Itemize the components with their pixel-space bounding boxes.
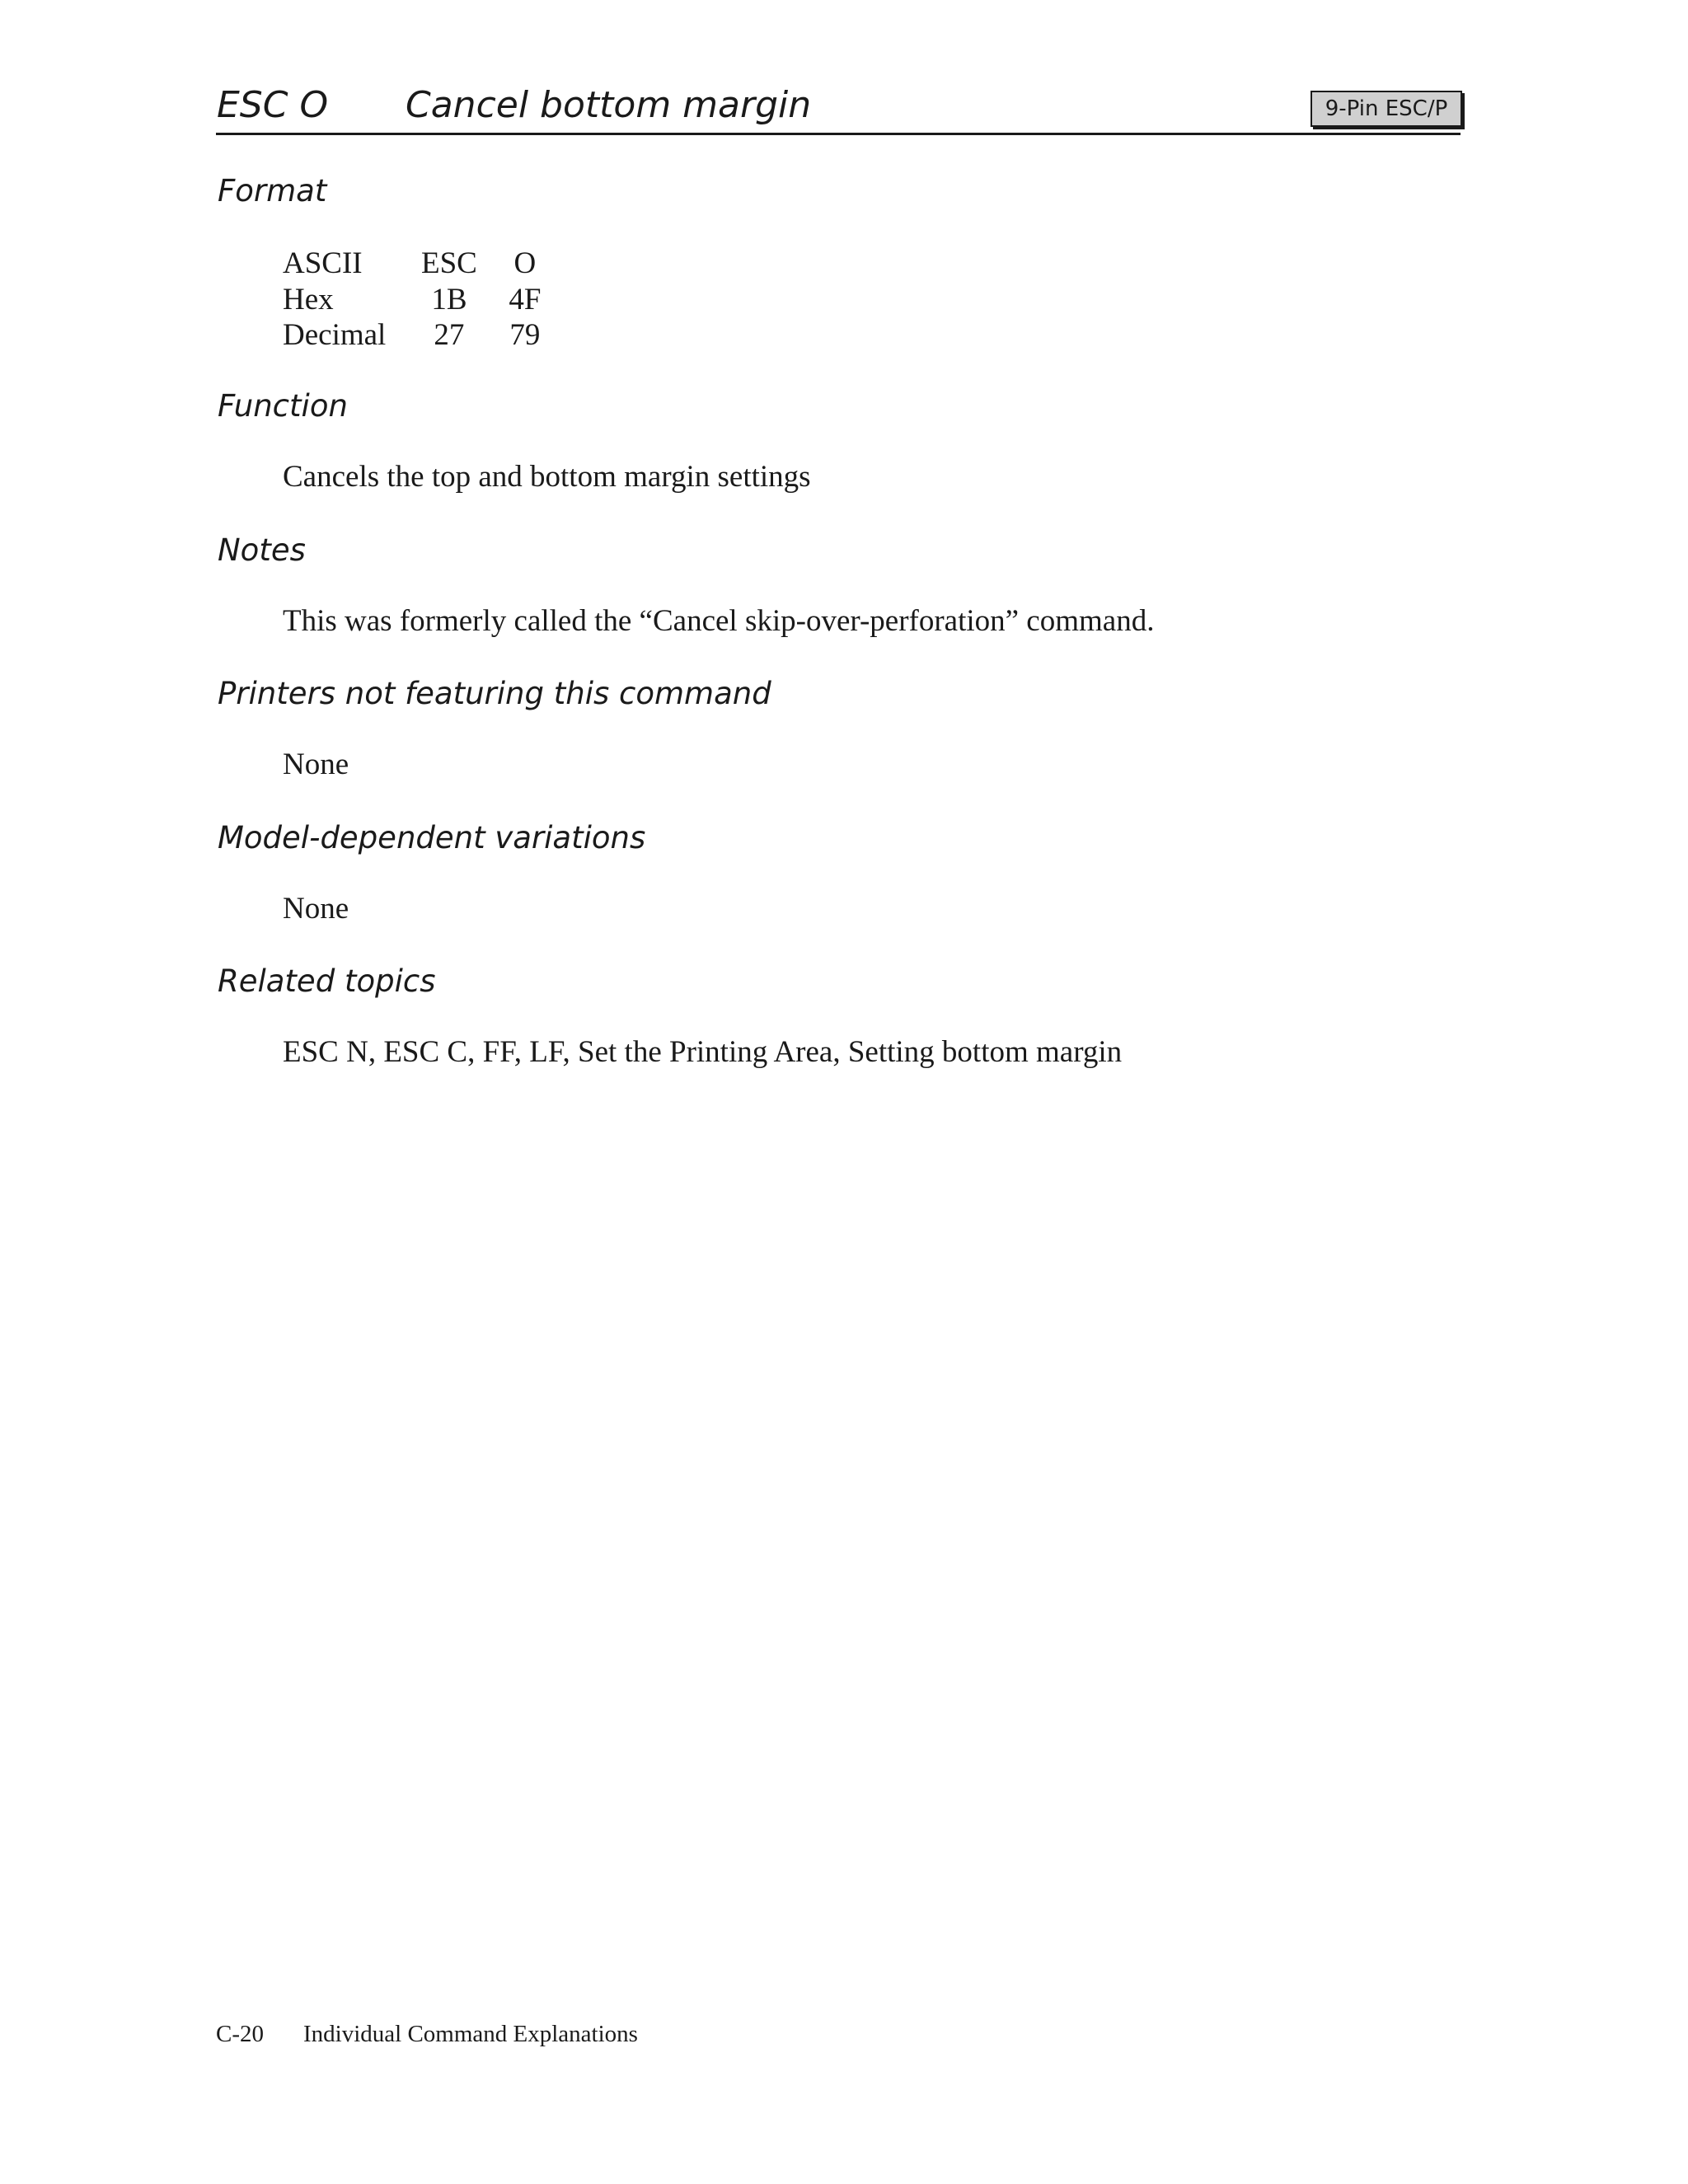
format-heading: Format xyxy=(218,173,327,209)
page-number: C-20 xyxy=(216,2021,264,2047)
format-table xyxy=(283,246,545,354)
notes-text: This was formerly called the “Cancel skip-over-perforation” command. xyxy=(283,604,1155,638)
model-variations-text: None xyxy=(283,892,349,926)
footer-title: Individual Command Explanations xyxy=(303,2021,638,2047)
page-title: Cancel bottom margin xyxy=(406,84,812,126)
format-cmd-value: ESC xyxy=(421,246,477,280)
related-topics-heading: Related topics xyxy=(218,963,436,999)
command-code: ESC O xyxy=(217,84,329,126)
related-topics-text: ESC N, ESC C, FF, LF, Set the Printing Area, Setting bottom margin xyxy=(283,1035,1123,1069)
format-param-value: 4F xyxy=(509,282,542,316)
function-text: Cancels the top and bottom margin settings xyxy=(283,460,811,494)
format-param-value: O xyxy=(513,246,537,280)
format-label: Decimal xyxy=(283,318,387,352)
format-row-hex xyxy=(283,282,545,318)
model-variations-heading: Model-dependent variations xyxy=(218,820,646,855)
notes-heading: Notes xyxy=(218,532,306,568)
printers-not-featuring-text: None xyxy=(283,748,349,781)
format-param-value: 79 xyxy=(509,318,541,352)
format-cmd-value: 27 xyxy=(434,318,465,352)
format-row-decimal xyxy=(283,317,545,354)
printer-type-badge: 9-Pin ESC/P xyxy=(1311,91,1462,127)
function-heading: Function xyxy=(218,388,348,424)
header-rule xyxy=(216,133,1461,135)
format-label: Hex xyxy=(283,282,334,316)
format-label: ASCII xyxy=(283,246,363,280)
format-cmd-value: 1B xyxy=(431,282,467,316)
printers-not-featuring-heading: Printers not featuring this command xyxy=(218,676,771,711)
format-row-ascii xyxy=(283,246,545,282)
